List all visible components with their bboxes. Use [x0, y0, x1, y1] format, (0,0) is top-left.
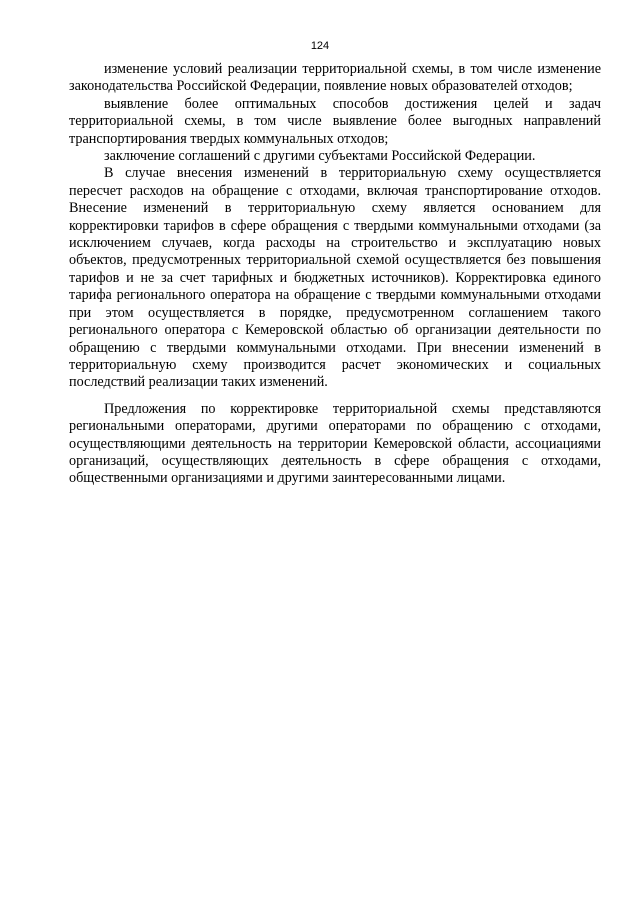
paragraph-proposals: Предложения по корректировке территориальной схемы представляются региональными операторами, другими операторами по обращению с отходами, осуществляющими деятельность на территории Кемеровской области, ассоциациями организаций, осуществляющих деятельность в сфере обращения с отходами, общественными организациями и другими заинтересованными лицами.: [69, 400, 601, 487]
paragraph-agreements: заключение соглашений с другими субъектами Российской Федерации.: [104, 148, 536, 165]
page-number: 124: [310, 40, 330, 52]
paragraph-condition-change: изменение условий реализации территориальной схемы, в том числе изменение законодательства Российской Федерации, появление новых образователей отходов;: [69, 61, 601, 95]
paragraph-optimal-methods: выявление более оптимальных способов достижения целей и задач территориальной схемы, в том числе выявление более выгодных направлений транспортирования твердых коммунальных отходов;: [69, 95, 601, 147]
paragraph-changes-recalculation: В случае внесения изменений в территориальную схему осуществляется пересчет расходов на обращение с отходами, включая транспортирование отходов. Внесение изменений в территориальную схему является основанием для корректировки тарифов в сфере обращения с твердыми коммунальными отходами (за исключением случаев, когда расходы на строительство и эксплуатацию новых объектов, предусмотренных территориальной схемой осуществляется без повышения тарифов и не за счет тарифных и бюджетных источников). Корректировка единого тарифа регионального оператора на обращение с твердыми коммунальными отходами при этом осуществляется в порядке, предусмотренном соглашением такого регионального оператора с Кемеровской областью об организации деятельности по обращению с твердыми коммунальными отходами. При внесении изменений в территориальную схему производится расчет экономических и социальных последствий реализации таких изменений.: [69, 165, 601, 391]
document-body: [69, 61, 601, 488]
